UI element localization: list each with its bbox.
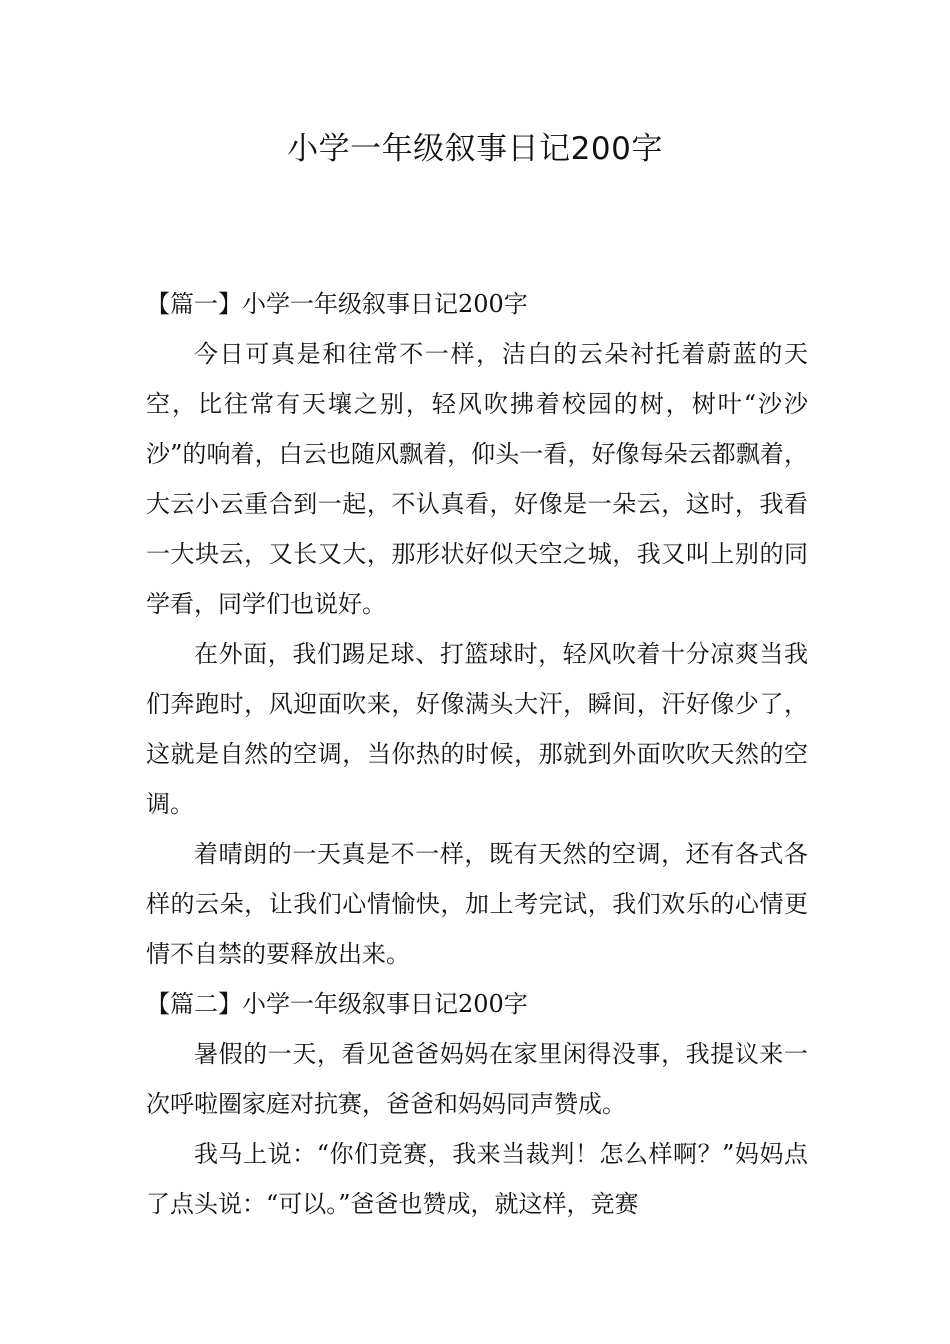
document-body bbox=[146, 279, 808, 1229]
paragraph: 我马上说：“你们竞赛，我来当裁判！怎么样啊？”妈妈点了点头说：“可以。”爸爸也赞成，就这样，竞赛 bbox=[146, 1140, 808, 1218]
page-title: 小学一年级叙事日记200字 bbox=[287, 131, 663, 167]
paragraph: 暑假的一天，看见爸爸妈妈在家里闲得没事，我提议来一次呼啦圈家庭对抗赛，爸爸和妈妈同声赞成。 bbox=[146, 1040, 808, 1118]
section-heading-1: 【篇一】小学一年级叙事日记200字 bbox=[146, 290, 528, 318]
section-heading-2: 【篇二】小学一年级叙事日记200字 bbox=[146, 990, 528, 1018]
paragraph: 着晴朗的一天真是不一样，既有天然的空调，还有各式各样的云朵，让我们心情愉快，加上考完试，我们欢乐的心情更情不自禁的要释放出来。 bbox=[146, 840, 808, 968]
paragraph: 在外面，我们踢足球、打篮球时，轻风吹着十分凉爽当我们奔跑时，风迎面吹来，好像满头大汗，瞬间，汗好像少了，这就是自然的空调，当你热的时候，那就到外面吹吹天然的空调。 bbox=[146, 640, 808, 818]
paragraph: 今日可真是和往常不一样，洁白的云朵衬托着蔚蓝的天空，比往常有天壤之别，轻风吹拂着校园的树，树叶“沙沙沙”的响着，白云也随风飘着，仰头一看，好像每朵云都飘着，大云小云重合到一起，不认真看，好像是一朵云，这时，我看一大块云，又长又大，那形状好似天空之城，我又叫上别的同学看，同学们也说好。 bbox=[146, 340, 808, 618]
